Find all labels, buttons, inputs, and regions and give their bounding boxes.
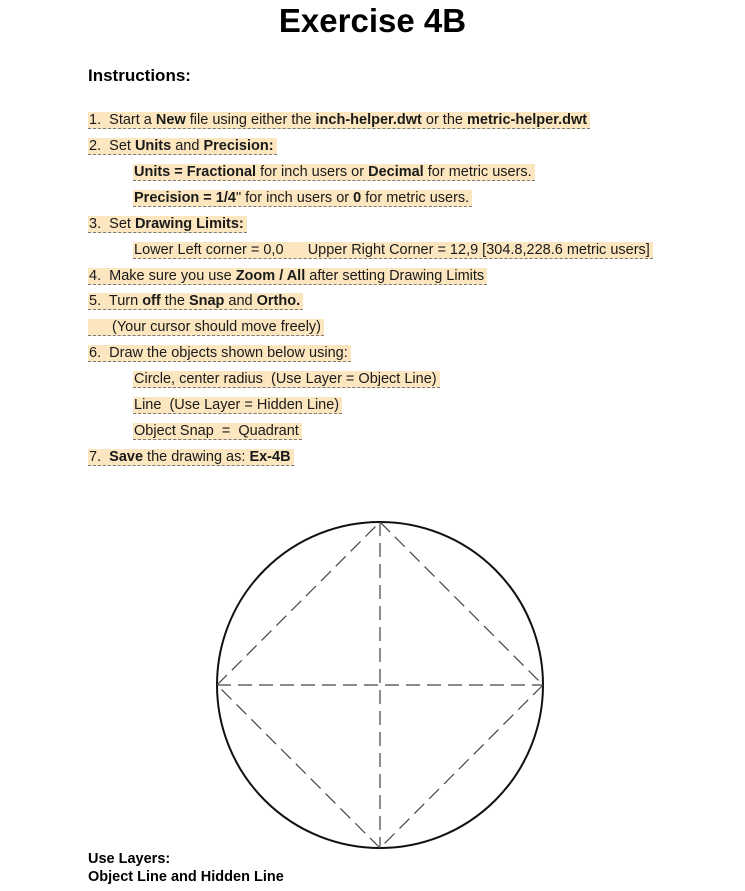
step-6-osnap: Object Snap = Quadrant [133, 421, 302, 441]
step-3-limits: Lower Left corner = 0,0 Upper Right Corner = 12,9 [304.8,228.6 metric users] [133, 240, 653, 260]
step-6-circle: Circle, center radius (Use Layer = Object Line) [133, 369, 440, 389]
step-2-units: Units = Fractional for inch users or Decimal for metric users. [133, 162, 535, 182]
step-6: 6. Draw the objects shown below using: [88, 343, 351, 363]
hidden-line-diamond-br [380, 685, 543, 848]
step-2: 2. Set Units and Precision: [88, 136, 277, 156]
hidden-line-diamond-tr [380, 522, 543, 685]
layers-note-list: Object Line and Hidden Line [88, 869, 284, 885]
layers-note-heading: Use Layers: [88, 851, 171, 867]
step-2-precision: Precision = 1/4" for inch users or 0 for metric users. [133, 188, 472, 208]
page-title: Exercise 4B [278, 2, 467, 39]
hidden-line-diamond-tl [217, 522, 380, 685]
step-5: 5. Turn off the Snap and Ortho. [88, 291, 303, 311]
step-5-note: (Your cursor should move freely) [88, 317, 324, 337]
step-6-line: Line (Use Layer = Hidden Line) [133, 395, 342, 415]
step-7: 7. Save the drawing as: Ex-4B [88, 447, 294, 467]
instructions-heading: Instructions: [88, 66, 191, 85]
hidden-line-diamond-bl [217, 685, 380, 848]
step-1: 1. Start a New file using either the inch-helper.dwt or the metric-helper.dwt [88, 110, 590, 130]
layers-note [88, 850, 284, 886]
step-3: 3. Set Drawing Limits: [88, 214, 247, 234]
step-4: 4. Make sure you use Zoom / All after setting Drawing Limits [88, 266, 487, 286]
